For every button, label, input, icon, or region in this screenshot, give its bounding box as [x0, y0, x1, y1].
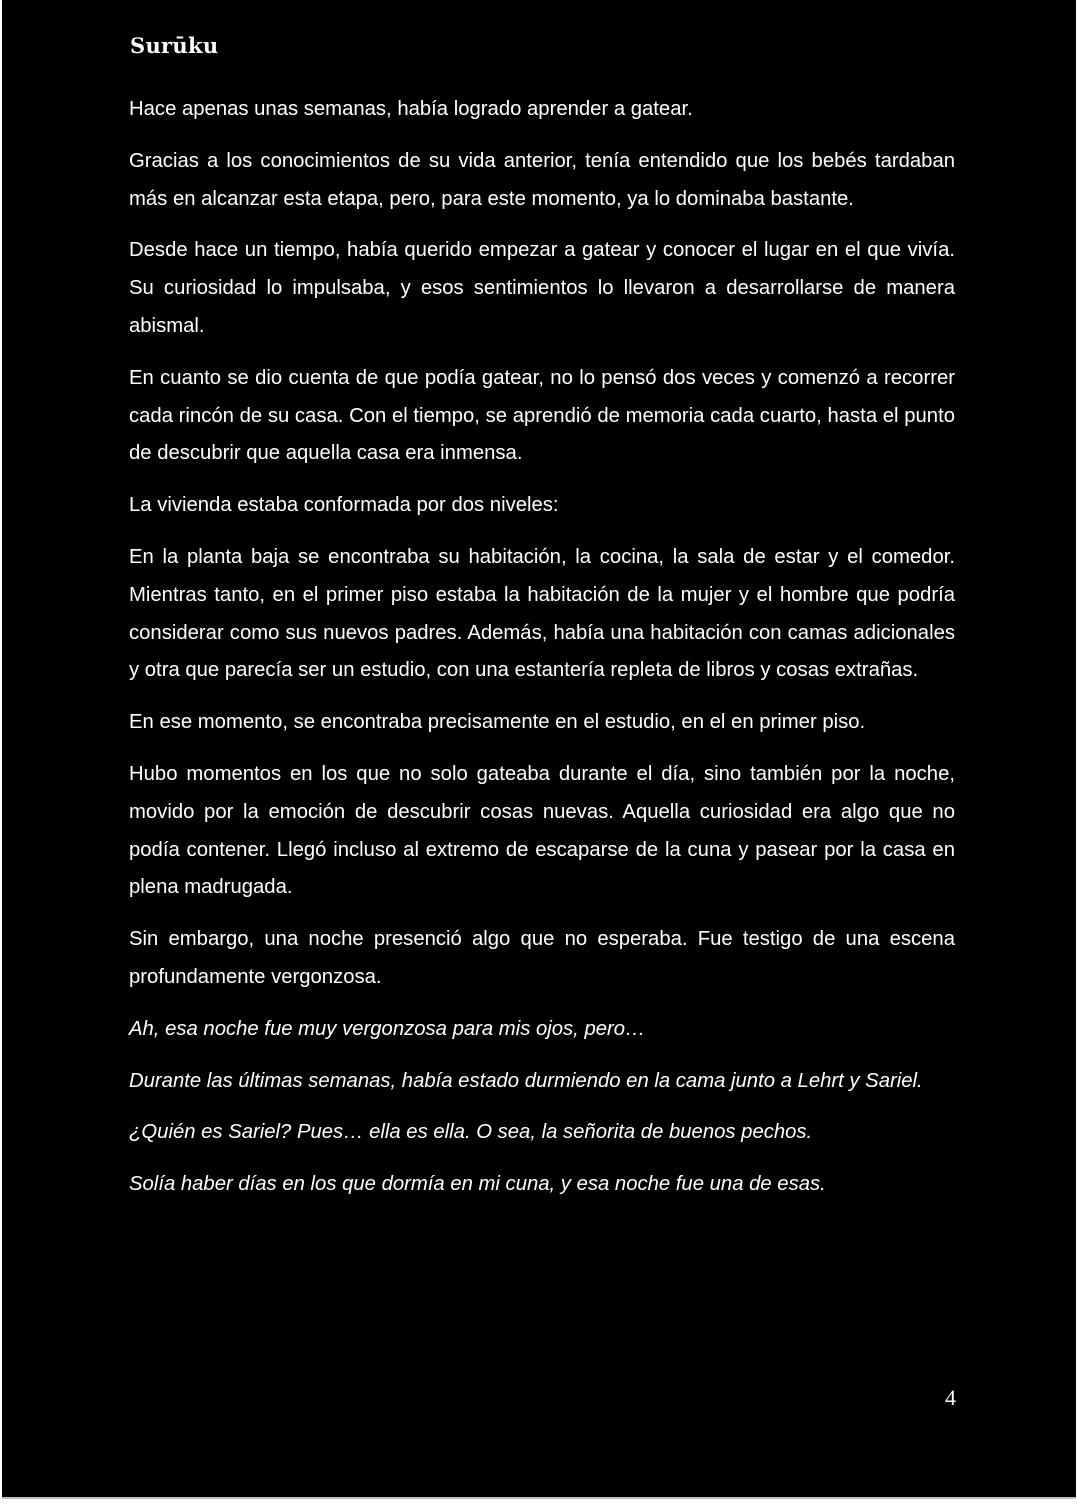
running-header-title: Surūku — [130, 33, 219, 58]
italic-paragraph: Durante las últimas semanas, había estado durmiendo en la cama junto a Lehrt y Sariel. — [129, 1069, 923, 1092]
body-text — [129, 91, 955, 1218]
paragraph: La vivienda estaba conformada por dos niveles: — [129, 494, 559, 517]
italic-paragraph: Solía haber días en los que dormía en mi cuna, y esa noche fue una de esas. — [129, 1173, 826, 1196]
paragraph: Hace apenas unas semanas, había logrado aprender a gatear. — [129, 98, 693, 120]
italic-paragraph: Ah, esa noche fue muy vergonzosa para mis ojos, pero… — [129, 1017, 646, 1040]
paragraph: En cuanto se dio cuenta de que podía gatear, no lo pensó dos veces y comenzó a recorrer cada rincón de su casa. Con el tiempo, se aprendió de memoria cada cuarto, hasta el punto de descubrir que aquella casa era inmensa. — [129, 366, 955, 465]
paragraph: Hubo momentos en los que no solo gateaba durante el día, sino también por la noche, movido por la emoción de descubrir cosas nuevas. Aquella curiosidad era algo que no podía contener. Llegó incluso al extremo de escaparse de la cuna y pasear por la casa en plena madrugada. — [129, 762, 955, 899]
document-page — [2, 0, 1076, 1499]
paragraph: Sin embargo, una noche presenció algo que no esperaba. Fue testigo de una escena profundamente vergonzosa. — [129, 928, 955, 988]
page-number: 4 — [945, 1385, 956, 1410]
italic-paragraph: ¿Quién es Sariel? Pues… ella es ella. O sea, la señorita de buenos pechos. — [129, 1121, 813, 1144]
paragraph: En ese momento, se encontraba precisamente en el estudio, en el en primer piso. — [129, 711, 866, 734]
paragraph: Desde hace un tiempo, había querido empezar a gatear y conocer el lugar en el que vivía. Su curiosidad lo impulsaba, y esos sentimientos lo llevaron a desarrollarse de manera abismal. — [129, 239, 955, 337]
paragraph: Gracias a los conocimientos de su vida anterior, tenía entendido que los bebés tardaban más en alcanzar esta etapa, pero, para este momento, ya lo dominaba bastante. — [129, 149, 955, 210]
paragraph: En la planta baja se encontraba su habitación, la cocina, la sala de estar y el comedor. Mientras tanto, en el primer piso estaba la habitación de la mujer y el hombre que podría considerar como sus nuevos padres. Además, había una habitación con camas adicionales y otra que parecía ser un estudio, con una estantería repleta de libros y cosas extrañas. — [129, 545, 955, 682]
